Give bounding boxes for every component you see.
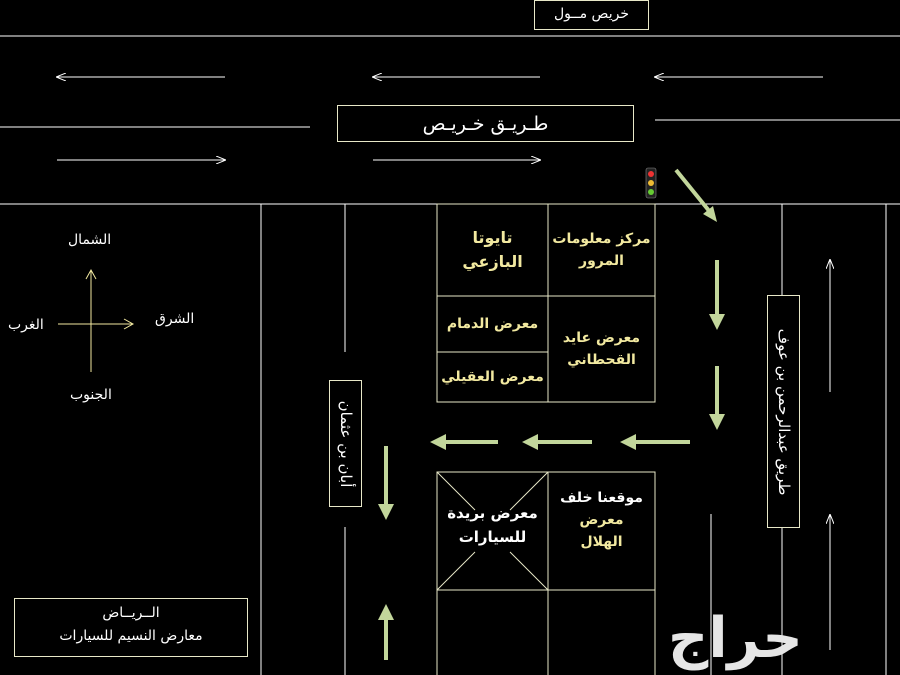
traffic-light-icon — [646, 168, 656, 198]
traffic-info-center — [548, 204, 655, 296]
compass-south-label: الجنوب — [70, 387, 112, 403]
our-location-line: موقعنا خلف — [560, 490, 643, 506]
cell-line: للسيارات — [458, 528, 527, 546]
cell-line: المرور — [579, 253, 624, 269]
cell-line: تايوتا — [472, 228, 513, 247]
riyadh-label: الــريــاض — [102, 605, 160, 621]
toyota-albazie — [437, 204, 548, 296]
ayed-alqahtani-showroom — [548, 296, 655, 402]
alhilal-line: الهلال — [580, 534, 623, 550]
cell-line: معرض العقيلي — [441, 369, 544, 385]
cell-line: القحطاني — [567, 352, 636, 368]
naseem-showrooms-label: معارض النسيم للسيارات — [59, 628, 203, 644]
compass-west-label: الغرب — [8, 317, 44, 333]
dammam-showroom — [437, 296, 548, 352]
abdulrahman-road-box — [767, 295, 800, 528]
aban-road-box — [329, 380, 362, 507]
compass-north-label: الشمال — [68, 232, 112, 248]
khurais-mall-label: خريص مــول — [554, 6, 629, 22]
buraidah-showroom — [437, 495, 548, 555]
cell-line: البازعي — [462, 252, 523, 271]
cell-line: مركز معلومات — [552, 231, 651, 247]
aqeeli-showroom — [437, 352, 548, 402]
aban-road-label: أبان بن عثمان — [336, 400, 355, 487]
cell-line: معرض بريدة — [447, 504, 538, 522]
cell-line: معرض عايد — [562, 330, 641, 346]
abdulrahman-road-label: طريق عبدالرحمن بن عوف — [774, 328, 793, 495]
haraj-watermark: حراج — [668, 606, 803, 671]
our-location — [548, 480, 655, 560]
cell-line: معرض الدمام — [446, 316, 539, 332]
khurais-mall-box — [534, 0, 649, 30]
alhilal-line: معرض — [579, 512, 624, 528]
khurais-road-box — [337, 105, 634, 142]
riyadh-naseem-box — [14, 598, 248, 657]
compass-rose — [58, 270, 133, 372]
compass-east-label: الشرق — [155, 311, 195, 327]
khurais-road-label: طـريـق خـريـص — [422, 113, 549, 135]
